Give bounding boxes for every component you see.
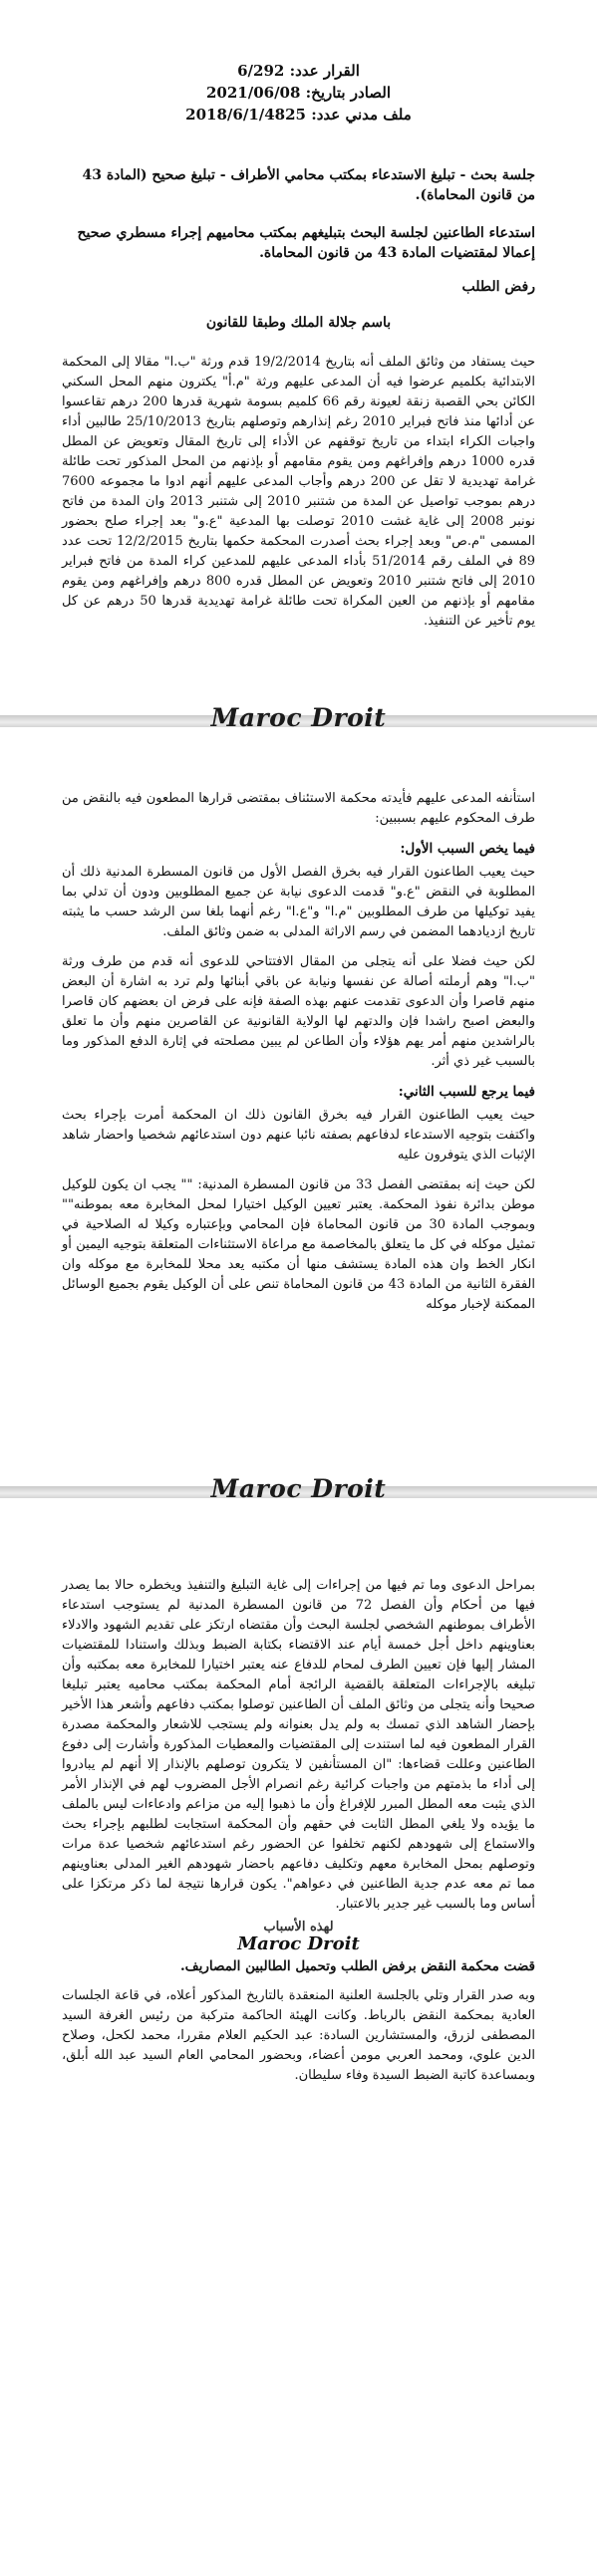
king-name-heading: باسم جلالة الملك وطبقا للقانون (205, 315, 392, 331)
subject-principle: استدعاء الطاعنين لجلسة البحث بتبليغهم بمكتب محاميهم إجراء مسطري صحيح إعمالا لمقتضيات المادة 43 من قانون المحاماة. (77, 225, 535, 261)
reasoning-paragraph: بمراحل الدعوى وما تم فيها من إجراءات إلى غاية التبليغ والتنفيذ ويخطره حالا بما يصدر فيها من أحكام وأن الفصل 72 من قانون المسطرة المدنية لم يستوجب استدعاء الأطراف بموطنهم الشخصي لجلسة البحث وأن مقتضاه ارتكز على تقديم الشهود والادلاء بعناوينهم داخل أجل خمسة أيام عند الاقتضاء بكتابة الضبط وبذلك واستنادا للمقتضيات المشار إليها فإن تعيين الطرف لمحام للدفاع عنه يعتبر اختيارا للمخابرة معه بمكتبه وأن تبليغه بالإجراءات المتعلقة بالقضية الرائجة أمام المحكمة بمكتب محاميه يعتبر تبليغا صحيحا وأنه يتجلى من وثائق الملف أن الطاعنين توصلوا بمكتب دفاعهم وأشعر هذا الأخير بإحضار الشاهد الذي تمسك به ولم يدل بعنوانه ولم يستجب للاشعار والمحكمة مصدرة القرار المطعون فيه لما استندت إلى المقتضيات والمعطيات المذكورة وأشارت إلى دفوع الطاعنين وعللت قضاءها: "ان المستأنفين لا يتكرون توصلهم بالإنذار إلا أنهم لم يبادروا إلى أداء ما بذمتهم من واجبات كرائية رغم انصرام الأجل المضروب لهم في الإنذار الأمر الذي يثبت معه المطل المبرر للإفراغ وأن ما ذهبوا إليه من مزاعم وادعاءات ليس بالملف ما يؤيده ولا يلغي المطل الثابت في حقهم وأن المحكمة استجابت لطلبهم بإجراء بحث والاستماع إلى شهودهم لكنهم تخلفوا عن الحضور رغم استدعائهم شخصيا عدة مرات وتوصلهم بمحل المخابرة معهم وتكليف دفاعهم باحضار شهودهم الغير المدلى بعناوينهم مما تم معه عدم جدية الطاعنين في دعواهم". يكون قرارها نتيجة لما ذكر مرتكزا على أساس وما بالسبب غير جدير بالاعتبار. (62, 1578, 535, 1912)
first-ground-heading: فيما يخص السبب الأول: (400, 841, 535, 857)
page-separator (0, 693, 597, 753)
second-ground-heading: فيما يرجع للسبب الثاني: (398, 1084, 535, 1100)
maroc-droit-logo: Maroc Droit (210, 703, 387, 732)
first-ground-paragraph: حيث يعيب الطاعنون القرار فيه بخرق الفصل الأول من قانون المسطرة المدنية ذلك أن المطلوبة في النقض "ع.و" قدمت الدعوى نيابة عن جميع المطلوبين ودون أن تدلي بما يفيد توكيلها من طرف المطلوبين "م.ا" و"ع.ا" رغم أنهما بلغا سن الرشد حسب ما يثبته تاريخ ازديادهما المضمن في رسم الاراثة المدلى به ضمن وثائق الملف. (62, 865, 535, 939)
second-ground-paragraph: حيث يعيب الطاعنون القرار فيه بخرق القانون ذلك ان المحكمة أمرت بإجراء بحث واكتفت بتوجيه الاستدعاء لدفاعهم بصفته نائبا عنهم دون استدعائهم شخصيا واحضار شاهد الإثبات الذي يتوفرون عليه (62, 1108, 535, 1162)
maroc-droit-logo: Maroc Droit (237, 1933, 360, 1954)
verdict: قضت محكمة النقض برفض الطلب وتحميل الطالبين المصاريف. (179, 1958, 535, 1974)
second-ground-response: لكن حيث إنه بمقتضى الفصل 33 من قانون المسطرة المدنية: "" يجب ان يكون للوكيل موطن بدائرة نفوذ المحكمة. يعتبر تعيين الوكيل اختيارا لمحل المخابرة معه بموطنه"" وبموجب المادة 30 من قانون المحاماة فإن المحامي وبإعتباره وكيلا له الصلاحية في تمثيل موكله في كل ما يتعلق بالمخاصمة مع مراعاة الاستثناءات المتعلقة بتوجيه اليمين أو انكار الخط وان هذه المادة يستشف منها أن مكتبه يعد محلا للمخابرة مع موكله وان الفقرة الثانية من المادة 43 من قانون المحاماة تنص على أن الوكيل يقوم بجميع الوسائل الممكنة لإخبار موكله (62, 1177, 536, 1312)
file-number: ملف مدني عدد: 2018/6/1/4825 (185, 106, 412, 124)
issued-date: الصادر بتاريخ: 2021/06/08 (205, 84, 392, 102)
maroc-droit-logo: Maroc Droit (210, 1474, 387, 1503)
first-ground-response: لكن حيث فضلا على أنه يتجلى من المقال الافتتاحي للدعوى أنه قدم من طرف ورثة "ب.ا" وهم أرملته أصالة عن نفسها ونيابة عن باقي أبنائها ولم ترد به اشارة أن البعض منهم قاصرا وأن الدعوى تقدمت عنهم بهذه الصفة فإنه على فرض ان بعضهم كان قاصرا والبعض اصبح راشدا فإن والدتهم لها الولاية القانونية عن القاصرين منهم وأن ما تعلق بالراشدين منهم أمر يهم هؤلاء وأن الطاعن لم يبين مصلحته في إثارة الدفع المذكور وما بالسبب غير ذي أثر. (62, 954, 535, 1069)
decision-number: القرار عدد: 6/292 (237, 62, 360, 80)
composition-paragraph: وبه صدر القرار وتلي بالجلسة العلنية المنعقدة بالتاريخ المذكور أعلاه، في قاعة الجلسات العادية بمحكمة النقض بالرباط. وكانت الهيئة الحاكمة متركبة من رئيس الغرفة السيد المصطفى لزرق، والمستشارين السادة: عبد الحكيم العلام مقررا، محمد لكحل، وصلاح الدين علوي، ومحمد العربي مومن أعضاء، وبحضور المحامي العام السيد عبد الله أبلق، وبمساعدة كاتبة الضبط السيدة وفاء سليطان. (62, 1988, 535, 2083)
facts-paragraph: حيث يستفاد من وثائق الملف أنه بتاريخ 19/2/2014 قدم ورثة "ب.ا" مقالا إلى المحكمة الابتدائية بكلميم عرضوا فيه أن المدعى عليهم ورثة "م.أ" يكترون منهم المحل السكني الكائن بحي القصبة زنقة لعيونة رقم 66 كلميم بسومة شهرية قدرها 200 درهم تقاعسوا عن أدائها منذ فاتح فبراير 2010 رغم إنذارهم وتوصلهم بتاريخ 25/10/2013 طالبين أداء واجبات الكراء ابتداء من تاريخ توقفهم عن الأداء إلى تاريخ المقال وتعويض عن المطل قدره 1000 درهم وإفراغهم ومن يقوم مقامهم أو بإذنهم من المحل المذكور تحت طائلة غرامة تهديدية لا تقل عن 200 درهم وأجاب المدعى عليهم أنهم ادوا ما مجموعه 7600 درهم بموجب تواصيل عن المدة من شتنبر 2010 إلى شتنبر 2013 وان المدة من فاتح نونبر 2008 إلى غاية غشت 2010 توصلت بها المدعية "ع.و" بعد إجراء صلح بحضور المسمى "م.ص" وبعد إجراء بحث أصدرت المحكمة حكمها بتاريخ 12/2/2015 تحت عدد 89 في الملف رقم 51/2014 بأداء المدعى عليهم للمدعين كراء المدة من فاتح فبراير 2010 إلى فاتح شتنبر 2010 وتعويض عن المطل قدره 800 درهم وإفراغهم ومن يقوم مقامهم أو بإذنهم من العين المكراة تحت طائلة غرامة تهديدية قدرها 50 درهم عن كل يوم تأخير عن التنفيذ. (62, 355, 536, 629)
appeal-paragraph: استأنفه المدعى عليهم فأيدته محكمة الاستئناف بمقتضى قرارها المطعون فيه بالنقض من طرف المحكوم عليهم بسببين: (62, 791, 535, 826)
decision-header (0, 0, 597, 126)
reasons-heading: لهذه الأسباب (263, 1920, 334, 1934)
holding: رفض الطلب (461, 279, 535, 295)
subject-summary: جلسة بحث - تبليغ الاستدعاء بمكتب محامي الأطراف - تبليغ صحيح (المادة 43 من قانون المحاماة). (82, 167, 535, 203)
page-separator (0, 1464, 597, 1524)
